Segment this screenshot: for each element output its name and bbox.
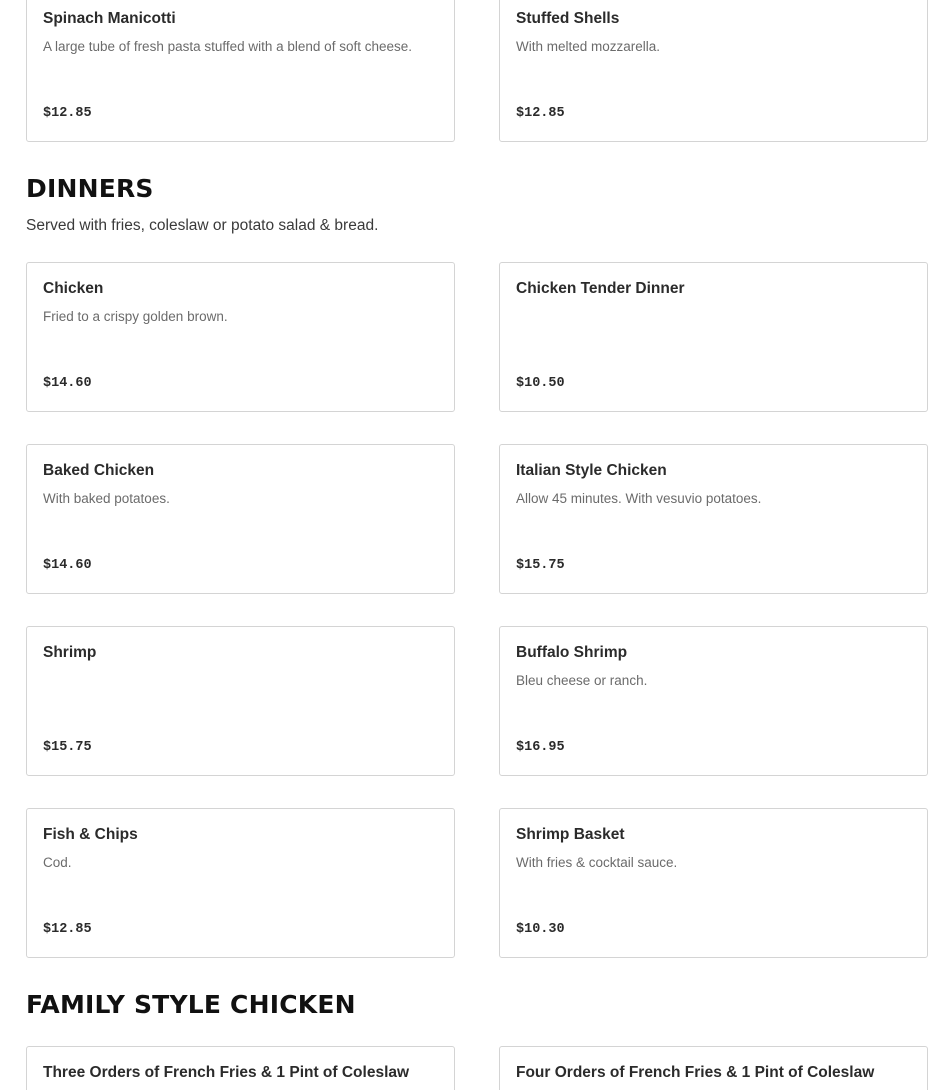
- section-description-dinners: Served with fries, coleslaw or potato salad & bread.: [26, 217, 379, 234]
- menu-item-card[interactable]: [26, 262, 455, 412]
- menu-item-price: $12.85: [43, 106, 92, 121]
- menu-item-card[interactable]: [26, 626, 455, 776]
- menu-item-name: Four Orders of French Fries & 1 Pint of Coleslaw: [516, 1064, 875, 1081]
- menu-item-name: Shrimp: [43, 644, 97, 661]
- menu-item-card[interactable]: [499, 808, 928, 958]
- menu-item-name: Shrimp Basket: [516, 826, 625, 843]
- menu-item-price: $16.95: [516, 740, 565, 755]
- menu-item-price: $10.50: [516, 376, 565, 391]
- menu-item-card[interactable]: [26, 444, 455, 594]
- menu-item-name: Three Orders of French Fries & 1 Pint of Coleslaw: [43, 1064, 410, 1081]
- menu-item-card[interactable]: [499, 262, 928, 412]
- menu-item-description: Allow 45 minutes. With vesuvio potatoes.: [516, 491, 762, 506]
- menu-item-card[interactable]: [499, 444, 928, 594]
- menu-item-card[interactable]: [499, 626, 928, 776]
- menu-item-description: A large tube of fresh pasta stuffed with a blend of soft cheese.: [43, 39, 412, 54]
- menu-item-price: $10.30: [516, 922, 565, 937]
- menu-item-card[interactable]: [26, 0, 455, 142]
- menu-item-card[interactable]: [26, 1046, 455, 1090]
- menu-item-name: Chicken: [43, 280, 104, 297]
- menu-item-price: $15.75: [516, 558, 565, 573]
- menu-item-name: Italian Style Chicken: [516, 462, 667, 479]
- menu-item-card[interactable]: [499, 1046, 928, 1090]
- menu-item-description: Cod.: [43, 855, 72, 870]
- menu-item-description: Bleu cheese or ranch.: [516, 673, 648, 688]
- menu-item-name: Buffalo Shrimp: [516, 644, 628, 661]
- menu-item-description: Fried to a crispy golden brown.: [43, 309, 228, 324]
- menu-item-name: Fish & Chips: [43, 826, 138, 843]
- section-title-family-style-chicken: FAMILY STYLE CHICKEN: [26, 990, 356, 1019]
- menu-item-name: Stuffed Shells: [516, 10, 620, 27]
- menu-item-name: Baked Chicken: [43, 462, 155, 479]
- menu-item-card[interactable]: [499, 0, 928, 142]
- section-title-dinners: DINNERS: [26, 174, 154, 203]
- menu-item-name: Spinach Manicotti: [43, 10, 176, 27]
- menu-item-price: $12.85: [43, 922, 92, 937]
- menu-item-card[interactable]: [26, 808, 455, 958]
- menu-item-price: $12.85: [516, 106, 565, 121]
- menu-item-description: With fries & cocktail sauce.: [516, 855, 678, 870]
- menu-item-price: $15.75: [43, 740, 92, 755]
- menu-item-price: $14.60: [43, 376, 92, 391]
- menu-item-description: With melted mozzarella.: [516, 39, 661, 54]
- menu-item-name: Chicken Tender Dinner: [516, 280, 685, 297]
- menu-item-description: With baked potatoes.: [43, 491, 170, 506]
- menu-item-price: $14.60: [43, 558, 92, 573]
